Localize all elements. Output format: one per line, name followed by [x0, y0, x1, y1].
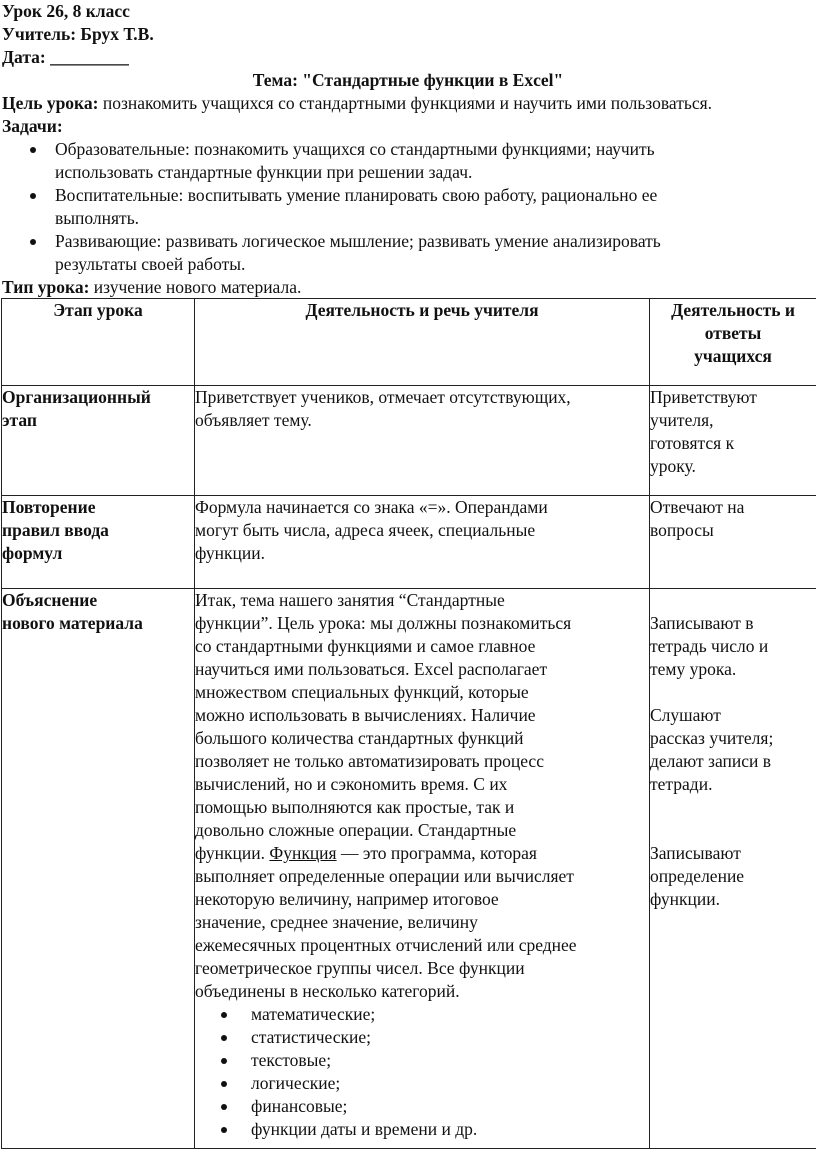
column-header-teacher — [195, 299, 650, 386]
stage-text: формул — [2, 543, 63, 563]
students-text: рассказ учителя; — [650, 728, 774, 748]
lesson-type — [0, 276, 816, 299]
stage-text: нового материала — [2, 613, 143, 633]
teacher-text: выполняет определенные операции или вычисляет — [195, 866, 574, 886]
teacher-cell — [195, 386, 650, 496]
teacher-cell — [195, 496, 650, 589]
teacher-text: множеством специальных функций, которые — [195, 682, 529, 702]
stage-text: этап — [2, 410, 37, 430]
column-header-stage — [2, 299, 195, 386]
teacher-text: некоторую величину, например итоговое — [195, 889, 499, 909]
task-line: Развивающие: развивать логическое мышление; развивать умение анализировать — [55, 231, 661, 251]
list-item — [195, 1118, 649, 1141]
list-item — [195, 1026, 649, 1049]
bullet-icon — [221, 1035, 227, 1041]
bullet-icon — [30, 239, 36, 245]
table-row — [2, 496, 816, 589]
header-text: Этап урока — [53, 300, 143, 320]
students-cell — [650, 386, 816, 496]
teacher-cell — [195, 589, 650, 1149]
task-line: результаты своей работы. — [55, 254, 246, 274]
students-text: учителя, — [650, 410, 714, 430]
teacher-text: Формула начинается со знака «=». Операндами — [195, 497, 548, 517]
category-text: математические; — [251, 1004, 376, 1024]
students-text: тему урока. — [650, 659, 737, 679]
lesson-number: Урок 26, 8 класс — [2, 1, 130, 21]
bullet-icon — [221, 1012, 227, 1018]
students-cell — [650, 496, 816, 589]
stage-text: Повторение — [2, 497, 96, 517]
students-text: Записывают в — [650, 613, 754, 633]
stage-cell — [2, 496, 195, 589]
list-item — [195, 1003, 649, 1026]
bullet-icon — [30, 193, 36, 199]
teacher-text: могут быть числа, адреса ячеек, специальные — [195, 520, 536, 540]
bullet-icon — [221, 1058, 227, 1064]
task-item — [0, 184, 816, 230]
stage-text: Объяснение — [2, 590, 98, 610]
teacher-text: со стандартными функциями и самое главное — [195, 636, 536, 656]
task-line: Воспитательные: воспитывать умение планировать свою работу, рационально ее — [55, 185, 658, 205]
lesson-type-label: Тип урока: — [2, 277, 90, 297]
teacher-text: большого количества стандартных функций — [195, 728, 524, 748]
teacher-text: значение, среднее значение, величину — [195, 912, 478, 932]
spacer — [650, 589, 816, 612]
teacher-text: функции. — [195, 843, 270, 863]
students-text: тетради. — [650, 774, 713, 794]
teacher-text: Итак, тема нашего занятия “Стандартные — [195, 590, 505, 610]
task-line: Образовательные: познакомить учащихся со стандартными функциями; научить — [55, 139, 655, 159]
teacher-text: — это программа, которая — [336, 843, 537, 863]
teacher-text: геометрическое группы чисел. Все функции — [195, 958, 525, 978]
list-item — [195, 1049, 649, 1072]
teacher-text: ежемесячных процентных отчислений или среднее — [195, 935, 577, 955]
bullet-icon — [221, 1127, 227, 1133]
teacher-text: позволяет не только автоматизировать процесс — [195, 751, 544, 771]
bullet-icon — [221, 1104, 227, 1110]
teacher-text: функции”. Цель урока: мы должны познакомиться — [195, 613, 572, 633]
goal-label: Цель урока: — [2, 93, 99, 113]
stage-cell — [2, 589, 195, 1149]
goal-text: познакомить учащихся со стандартными функциями и научить ими пользоваться. — [98, 93, 713, 113]
bullet-icon — [221, 1081, 227, 1087]
teacher-text: помощью выполняются как простые, так и — [195, 797, 515, 817]
table-row — [2, 386, 816, 496]
task-item — [0, 230, 816, 276]
students-text: Записывают — [650, 843, 741, 863]
table-row — [2, 589, 816, 1149]
students-text: функции. — [650, 889, 720, 909]
students-cell — [650, 589, 816, 1149]
category-text: текстовые; — [251, 1050, 332, 1070]
function-categories-list — [195, 1003, 649, 1141]
lesson-goal — [0, 92, 816, 115]
task-line: использовать стандартные функции при решении задач. — [55, 162, 473, 182]
category-text: статистические; — [251, 1027, 372, 1047]
tasks-list — [0, 138, 816, 276]
table-header-row — [2, 299, 816, 386]
document-header — [0, 0, 816, 69]
students-text: уроку. — [650, 456, 696, 476]
stage-text: правил ввода — [2, 520, 109, 540]
students-text: делают записи в — [650, 751, 771, 771]
stage-cell — [2, 386, 195, 496]
header-text: Деятельность и — [671, 300, 795, 320]
category-text: функции даты и времени и др. — [251, 1119, 478, 1139]
category-text: финансовые; — [251, 1096, 348, 1116]
task-line: выполнять. — [55, 208, 140, 228]
students-text: тетрадь число и — [650, 636, 769, 656]
teacher-name: Учитель: Брух Т.В. — [2, 24, 154, 44]
bullet-icon — [30, 147, 36, 153]
definition-line — [195, 842, 649, 865]
header-text: ответы — [704, 323, 762, 343]
task-item — [0, 138, 816, 184]
column-header-students — [650, 299, 816, 386]
students-text: Слушают — [650, 705, 721, 725]
spacer — [650, 819, 816, 842]
lesson-type-text: изучение нового материала. — [89, 277, 302, 297]
students-text: определение — [650, 866, 745, 886]
category-text: логические; — [251, 1073, 341, 1093]
date-field: Дата: _________ — [2, 47, 129, 67]
teacher-text: объявляет тему. — [195, 410, 312, 430]
students-text: Приветствуют — [650, 387, 757, 407]
teacher-text: функции. — [195, 543, 265, 563]
teacher-text: Приветствует учеников, отмечает отсутствующих, — [195, 387, 571, 407]
spacer — [650, 796, 816, 819]
lesson-table — [1, 298, 816, 1149]
header-text: учащихся — [694, 346, 772, 366]
teacher-text: довольно сложные операции. Стандартные — [195, 820, 517, 840]
stage-text: Организационный — [2, 387, 151, 407]
list-item — [195, 1072, 649, 1095]
tasks-label: Задачи: — [2, 116, 63, 136]
spacer — [650, 681, 816, 704]
teacher-text: можно использовать в вычислениях. Наличие — [195, 705, 536, 725]
lesson-topic: Тема: "Стандартные функции в Excel" — [252, 70, 564, 90]
teacher-text: объединены в несколько категорий. — [195, 981, 460, 1001]
header-text: Деятельность и речь учителя — [305, 300, 539, 320]
students-text: готовятся к — [650, 433, 735, 453]
students-text: вопросы — [650, 520, 714, 540]
list-item — [195, 1095, 649, 1118]
function-term-link[interactable]: Функция — [269, 843, 337, 863]
students-text: Отвечают на — [650, 497, 745, 517]
teacher-text: научиться ими пользоваться. Excel располагает — [195, 659, 548, 679]
teacher-text: вычислений, но и сэкономить время. С их — [195, 774, 508, 794]
